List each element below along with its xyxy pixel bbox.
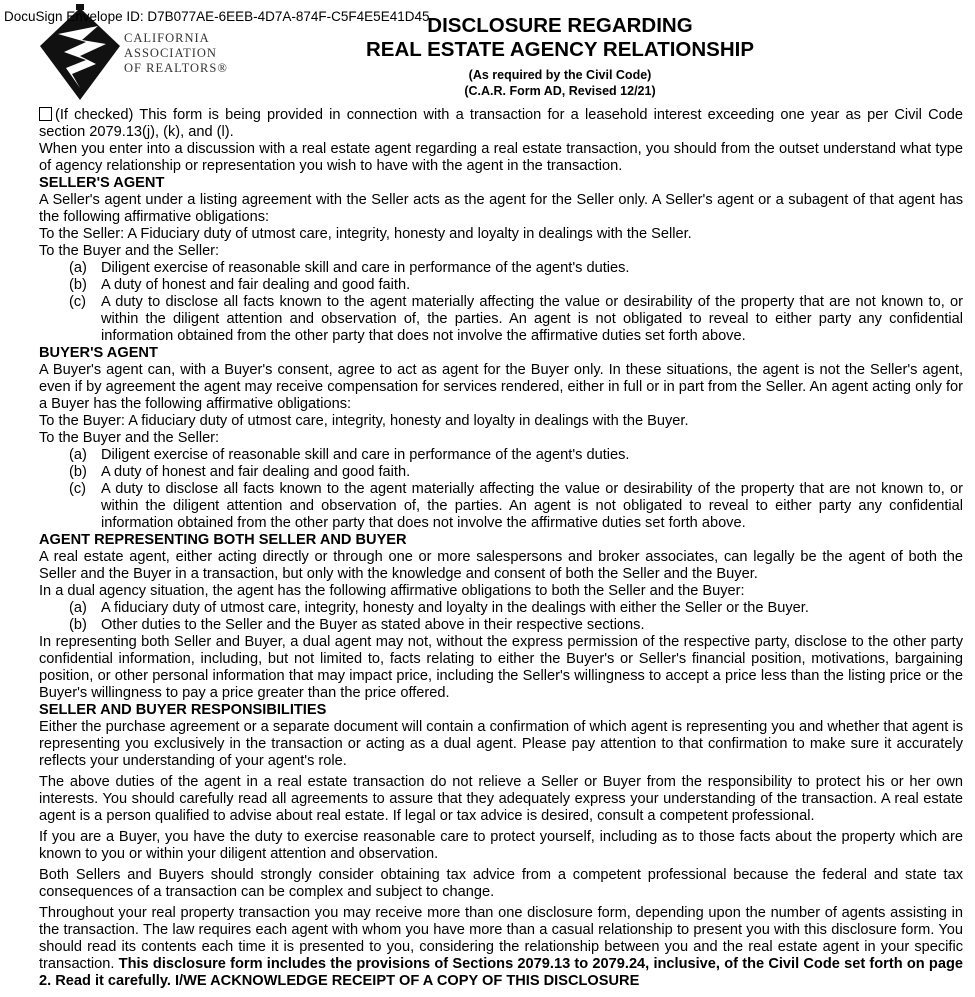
dual-agent-paragraph-3: In representing both Seller and Buyer, a dual agent may not, without the express permission of the respective party, disclose to the other party confidential information, including, but not limited to, facts relating to either the Buyer's or Seller's financial position, motivations, bargaining position, or other personal information that may impact price, including the Seller's willingness to accept a price less than the listing price or the Buyer's willingness to pay a price greater than the price offered. <box>39 634 963 701</box>
responsibilities-paragraph-1: Either the purchase agreement or a separate document will contain a confirmation of which agent is representing you and whether that agent is representing you exclusively in the transaction or acting as a dual agent. Please pay attention to that confirmation to make sure it accurately reflects your understanding of your agent's role. <box>39 719 963 769</box>
logo-line-1: CALIFORNIA <box>124 31 210 45</box>
dual-agent-heading: AGENT REPRESENTING BOTH SELLER AND BUYER <box>39 532 407 548</box>
intro-paragraph: When you enter into a discussion with a real estate agent regarding a real estate transaction, you should from the outset understand what type of agency relationship or representation you wish to have with the agent in the transaction. <box>39 141 963 174</box>
leasehold-option <box>39 107 963 141</box>
seller-agent-heading: SELLER'S AGENT <box>39 175 165 191</box>
list-item: (b) Other duties to the Seller and the Buyer as stated above in their respective sections. <box>69 617 645 633</box>
form-body <box>39 107 963 990</box>
title-line-4: (C.A.R. Form AD, Revised 12/21) <box>464 84 656 98</box>
buyer-agent-paragraph: A Buyer's agent can, with a Buyer's consent, agree to act as agent for the Buyer only. In these situations, the agent is not the Seller's agent, even if by agreement the agent may receive compensation for services rendered, either in full or in part from the Seller. An agent acting only for a Buyer has the following affirmative obligations: <box>39 362 963 412</box>
list-item: (a) Diligent exercise of reasonable skill and care in performance of the agent's duties. <box>69 447 630 463</box>
responsibilities-paragraph-4: Both Sellers and Buyers should strongly consider obtaining tax advice from a competent professional because the federal and state tax consequences of a transaction can be complex and subject to change. <box>39 867 963 900</box>
dual-agent-paragraph-1: A real estate agent, either acting directly or through one or more salespersons and broker associates, can legally be the agent of both the Seller and the Buyer in a transaction, but only with the knowledge and consent of both the Seller and the Buyer. <box>39 549 963 582</box>
buyer-agent-to-buyer: To the Buyer: A fiduciary duty of utmost care, integrity, honesty and loyalty in dealings with the Buyer. <box>39 413 689 429</box>
list-item: (c) A duty to disclose all facts known to the agent materially affecting the value or desirability of the property that are not known to, or within the diligent attention and observation of, the parties. An agent is not obligated to reveal to either party any confidential information obtained from the other party that does not involve the affirmative duties set forth above. <box>69 481 963 531</box>
list-item: (a) Diligent exercise of reasonable skill and care in performance of the agent's duties. <box>69 260 630 276</box>
responsibilities-paragraph-5: Throughout your real property transaction you may receive more than one disclosure form, depending upon the number of agents assisting in the transaction. The law requires each agent with whom you have more than a casual relationship to present you with this disclosure form. You should read its contents each time it is presented to you, considering the relationship between you and the real estate agent in your specific transaction. This disclosure form includes the provisions of Sections 2079.13 to 2079.24, inclusive, of the Civil Code set forth on page 2. Read it carefully. I/WE ACKNOWLEDGE RECEIPT OF A COPY OF THIS DISCLOSURE <box>39 905 963 989</box>
responsibilities-paragraph-3: If you are a Buyer, you have the duty to exercise reasonable care to protect yourself, including as to those facts about the property which are known to you or within your diligent attention and observation. <box>39 829 963 862</box>
list-item: (b) A duty of honest and fair dealing and good faith. <box>69 464 411 480</box>
docusign-envelope-id: DocuSign Envelope ID: D7B077AE-6EEB-4D7A-874F-C5F4E5E41D45 <box>4 9 430 24</box>
buyer-agent-to-both: To the Buyer and the Seller: <box>39 430 220 446</box>
list-item: (c) A duty to disclose all facts known to the agent materially affecting the value or desirability of the property that are not known to, or within the diligent attention and observation of, the parties. An agent is not obligated to reveal to either party any confidential information obtained from the other party that does not involve the affirmative duties set forth above. <box>69 294 963 344</box>
leasehold-checkbox[interactable] <box>39 107 52 121</box>
seller-agent-to-seller: To the Seller: A Fiduciary duty of utmost care, integrity, honesty and loyalty in dealings with the Seller. <box>39 226 692 242</box>
seller-agent-paragraph: A Seller's agent under a listing agreement with the Seller acts as the agent for the Seller only. A Seller's agent or a subagent of that agent has the following affirmative obligations: <box>39 192 963 225</box>
logo-line-2: ASSOCIATION <box>124 46 217 60</box>
logo-text <box>124 31 228 76</box>
leasehold-checkbox-label: (If checked) This form is being provided in connection with a transaction for a leasehold interest exceeding one year as per Civil Code section 2079.13(j), (k), and (l). <box>39 107 963 140</box>
responsibilities-heading: SELLER AND BUYER RESPONSIBILITIES <box>39 702 327 718</box>
dual-agent-paragraph-2: In a dual agency situation, the agent has the following affirmative obligations to both the Seller and the Buyer: <box>39 583 745 599</box>
title-line-1: DISCLOSURE REGARDING <box>427 14 693 37</box>
seller-agent-to-both: To the Buyer and the Seller: <box>39 243 220 259</box>
buyer-agent-heading: BUYER'S AGENT <box>39 345 158 361</box>
responsibilities-paragraph-2: The above duties of the agent in a real estate transaction do not relieve a Seller or Buyer from the responsibility to protect his or her own interests. You should carefully read all agreements to assure that they adequately express your understanding of the transaction. A real estate agent is a person qualified to advise about real estate. If legal or tax advice is desired, consult a competent professional. <box>39 774 963 824</box>
title-line-3: (As required by the Civil Code) <box>468 68 652 82</box>
title-line-2: REAL ESTATE AGENCY RELATIONSHIP <box>365 38 755 61</box>
list-item: (b) A duty of honest and fair dealing and good faith. <box>69 277 411 293</box>
list-item: (a) A fiduciary duty of utmost care, integrity, honesty and loyalty in the dealings with either the Seller or the Buyer. <box>69 600 809 616</box>
form-title <box>300 14 820 99</box>
logo-line-3: OF REALTORS® <box>124 61 228 75</box>
